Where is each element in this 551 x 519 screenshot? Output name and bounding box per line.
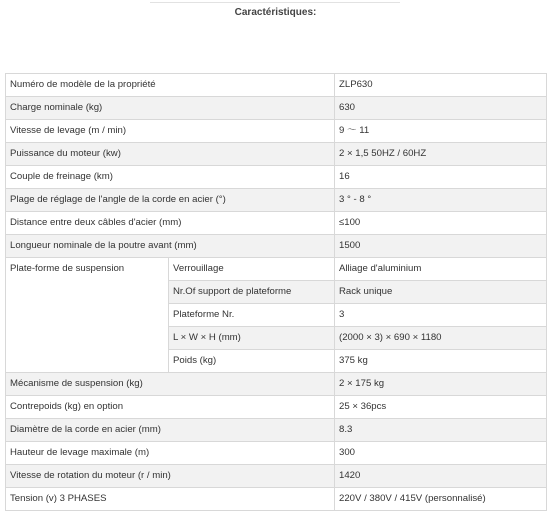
spec-label: Vitesse de levage (m / min)	[6, 120, 335, 143]
table-row	[6, 442, 547, 465]
spec-sublabel: L × W × H (mm)	[169, 327, 335, 350]
spec-label: Diamètre de la corde en acier (mm)	[6, 419, 335, 442]
table-row	[6, 189, 547, 212]
table-row	[6, 465, 547, 488]
spec-label: Vitesse de rotation du moteur (r / min)	[6, 465, 335, 488]
spec-label: Contrepoids (kg) en option	[6, 396, 335, 419]
table-row	[6, 212, 547, 235]
spec-value: 1500	[335, 235, 547, 258]
spec-value: ZLP630	[335, 74, 547, 97]
table-row	[6, 419, 547, 442]
table-row	[6, 488, 547, 511]
spec-value: 2 × 175 kg	[335, 373, 547, 396]
table-row	[6, 258, 547, 281]
table-row	[6, 166, 547, 189]
spec-value: 220V / 380V / 415V (personnalisé)	[335, 488, 547, 511]
spec-value: 9 ～ 11	[335, 120, 547, 143]
spec-sublabel: Plateforme Nr.	[169, 304, 335, 327]
spec-label: Puissance du moteur (kw)	[6, 143, 335, 166]
table-row	[6, 97, 547, 120]
spec-label: Tension (v) 3 PHASES	[6, 488, 335, 511]
spec-value: 2 × 1,5 50HZ / 60HZ	[335, 143, 547, 166]
table-row	[6, 74, 547, 97]
spec-value: ≤100	[335, 212, 547, 235]
table-row	[6, 373, 547, 396]
spec-value: 25 × 36pcs	[335, 396, 547, 419]
spec-value: 1420	[335, 465, 547, 488]
spec-label: Plage de réglage de l'angle de la corde en acier (°)	[6, 189, 335, 212]
spec-label: Longueur nominale de la poutre avant (mm)	[6, 235, 335, 258]
table-row	[6, 396, 547, 419]
spec-value: 3	[335, 304, 547, 327]
spec-value: Rack unique	[335, 281, 547, 304]
spec-value: (2000 × 3) × 690 × 1180	[335, 327, 547, 350]
spec-label: Couple de freinage (km)	[6, 166, 335, 189]
spec-sublabel: Verrouillage	[169, 258, 335, 281]
spec-value: 300	[335, 442, 547, 465]
suspension-platform-label: Plate-forme de suspension	[6, 258, 169, 373]
spec-label: Distance entre deux câbles d'acier (mm)	[6, 212, 335, 235]
table-row	[6, 143, 547, 166]
spec-sublabel: Poids (kg)	[169, 350, 335, 373]
spec-value: 630	[335, 97, 547, 120]
section-heading: Caractéristiques:	[234, 7, 317, 18]
cropped-top-line	[150, 0, 400, 3]
spec-value: 3 ° - 8 °	[335, 189, 547, 212]
table-row	[6, 120, 547, 143]
spec-label: Mécanisme de suspension (kg)	[6, 373, 335, 396]
spec-label: Numéro de modèle de la propriété	[6, 74, 335, 97]
spec-label: Hauteur de levage maximale (m)	[6, 442, 335, 465]
spec-value: 8.3	[335, 419, 547, 442]
spec-value: 375 kg	[335, 350, 547, 373]
spec-value: 16	[335, 166, 547, 189]
table-row	[6, 235, 547, 258]
spec-sublabel: Nr.Of support de plateforme	[169, 281, 335, 304]
spec-value: Alliage d'aluminium	[335, 258, 547, 281]
specifications-table	[5, 73, 547, 511]
spec-label: Charge nominale (kg)	[6, 97, 335, 120]
